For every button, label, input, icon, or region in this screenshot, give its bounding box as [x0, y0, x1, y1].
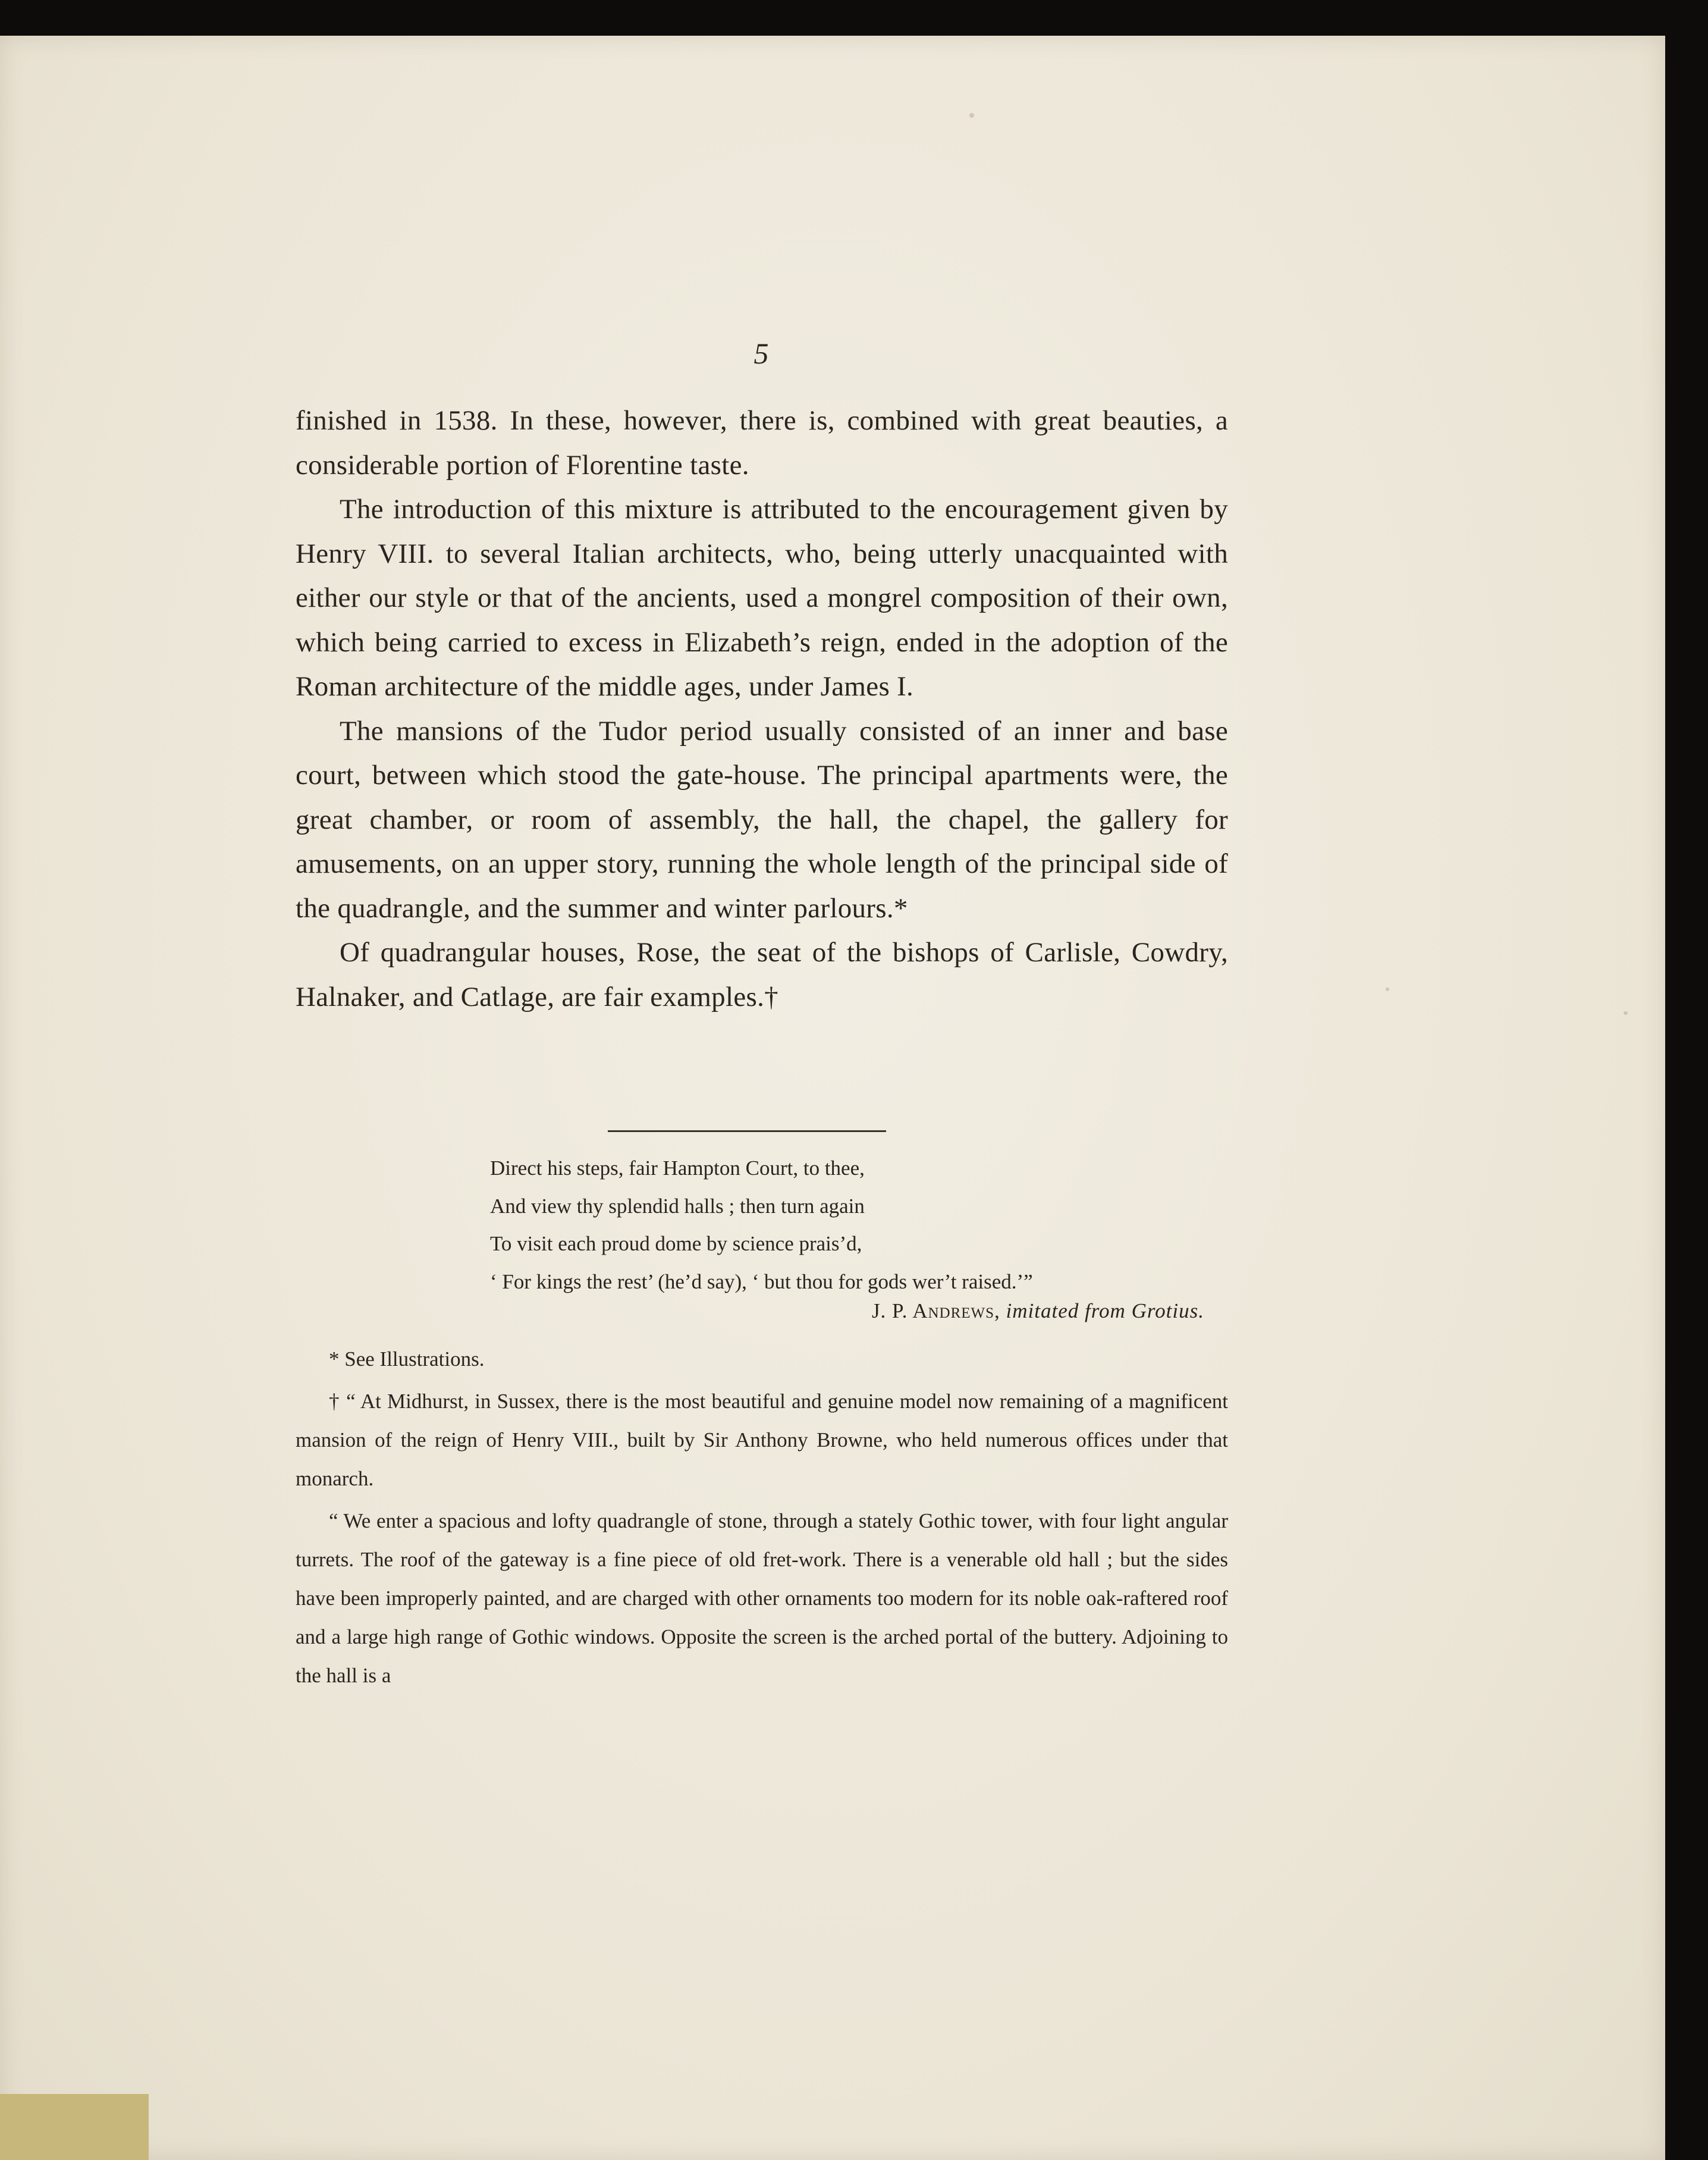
paper-spot	[1624, 1011, 1628, 1015]
paper-spot	[1386, 987, 1389, 991]
page-number: 5	[753, 337, 769, 370]
footnote: “ We enter a spacious and lofty quadrangle of stone, through a stately Gothic tower, with four light angular turrets. The roof of the gateway is a fine piece of old fret-work. There is a venerable old hall ; but the sides have been improperly painted, and are charged with other ornaments too modern for its noble oak-raftered roof and a large high range of Gothic windows. Opposite the screen is the arched portal of the buttery. Adjoining to the hall is a	[296, 1509, 1228, 1687]
page-edge-strip	[0, 2094, 149, 2160]
main-text	[296, 399, 1228, 1019]
attribution-author: J. P. Andrews,	[871, 1299, 1000, 1322]
verse-line: Direct his steps, fair Hampton Court, to thee,	[490, 1156, 865, 1180]
verse-quotation	[490, 1149, 1210, 1300]
verse-line: And view thy splendid halls ; then turn again	[490, 1194, 865, 1218]
footnotes	[296, 1340, 1228, 1698]
attribution-source: imitated from Grotius.	[1006, 1299, 1204, 1322]
paper-spot	[969, 113, 974, 118]
paragraph: finished in 1538. In these, however, there is, combined with great beauties, a considerable portion of Florentine taste.	[296, 405, 1228, 481]
verse-attribution	[296, 1299, 1204, 1323]
paragraph: The mansions of the Tudor period usually consisted of an inner and base court, between which stood the gate-house. The principal apartments were, the great chamber, or room of assembly, the hall, the chapel, the gallery for amusements, on an upper story, running the whole length of the principal side of the quadrangle, and the summer and winter parlours.*	[296, 715, 1228, 924]
paragraph: Of quadrangular houses, Rose, the seat of the bishops of Carlisle, Cowdry, Halnaker, and Catlage, are fair examples.†	[296, 937, 1228, 1012]
footnote: † “ At Midhurst, in Sussex, there is the most beautiful and genuine model now remaining of a magnificent mansion of the reign of Henry VIII., built by Sir Anthony Browne, who held numerous offices under that monarch.	[296, 1390, 1228, 1490]
verse-line: ‘ For kings the rest’ (he’d say), ‘ but thou for gods wer’t raised.’”	[490, 1269, 1033, 1293]
paragraph: The introduction of this mixture is attributed to the encouragement given by Henry VIII. to several Italian architects, who, being utterly unacquainted with either our style or that of the ancients, used a mongrel composition of their own, which being carried to excess in Elizabeth’s reign, ended in the adoption of the Roman architecture of the middle ages, under James I.	[296, 494, 1228, 702]
footnote-separator-rule	[608, 1130, 886, 1132]
footnote: * See Illustrations.	[329, 1347, 485, 1371]
verse-line: To visit each proud dome by science prais’d,	[490, 1232, 862, 1255]
